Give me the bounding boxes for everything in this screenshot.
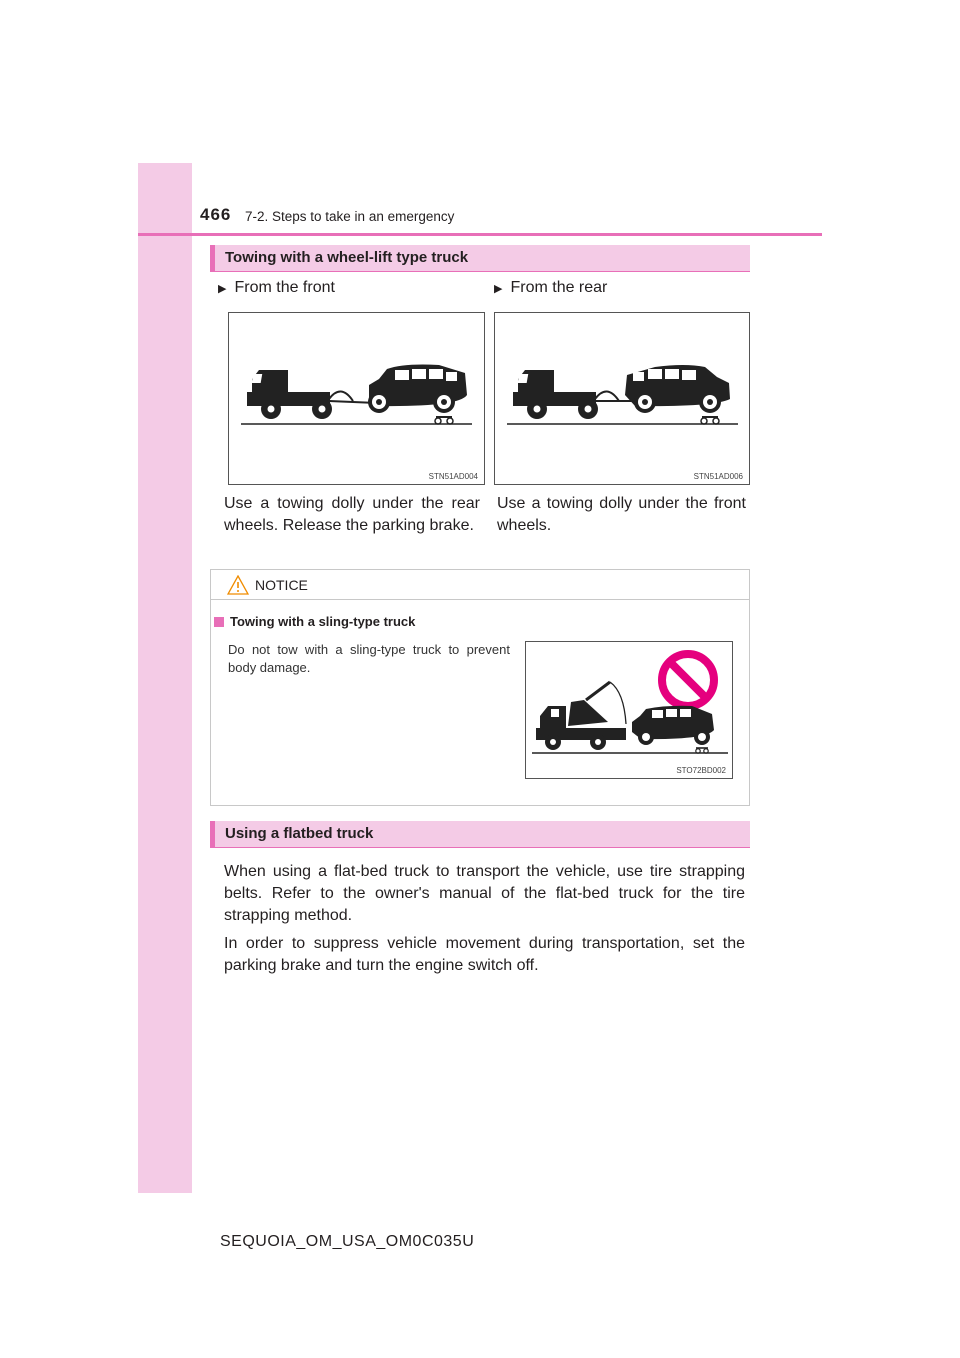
chapter-title: 7-2. Steps to take in an emergency [245, 209, 455, 224]
notice-title [214, 614, 415, 629]
caption-front [214, 279, 335, 297]
figure-tow-rear [494, 312, 750, 485]
text-rear-instructions: Use a towing dolly under the front wheels. [497, 495, 746, 534]
tow-truck-rear-illustration [495, 313, 749, 484]
figure-sling-truck [525, 641, 733, 779]
header-rule [138, 233, 822, 236]
bullet-triangle-icon: ▶ [218, 282, 227, 295]
notice-label: NOTICE [255, 577, 308, 593]
figure-code: STO72BD002 [676, 766, 726, 775]
text-front-instructions: Use a towing dolly under the rear wheels. Release the parking brake. [224, 495, 480, 534]
tow-truck-front-illustration [229, 313, 484, 484]
side-tab [138, 163, 192, 1193]
footer-doc-code: SEQUOIA_OM_USA_OM0C035U [220, 1233, 475, 1250]
section-heading-text: Using a flatbed truck [225, 825, 374, 842]
caption-rear [490, 279, 607, 297]
caption-front-text: From the front [234, 279, 335, 296]
caption-rear-text: From the rear [510, 279, 608, 296]
square-bullet-icon [214, 617, 224, 627]
figure-tow-front [228, 312, 485, 485]
notice-header [211, 570, 749, 600]
flatbed-paragraph-1: When using a flat-bed truck to transport the vehicle, use tire strapping belts. Refer to the owner's manual of the flat-bed truck for the tire strapping method. [224, 863, 745, 924]
warning-triangle-icon [227, 575, 249, 595]
notice-title-text: Towing with a sling-type truck [230, 614, 416, 629]
section-heading-wheel-lift [210, 245, 750, 272]
section-heading-text: Towing with a wheel-lift type truck [225, 249, 469, 266]
bullet-triangle-icon: ▶ [494, 282, 503, 295]
notice-text: Do not tow with a sling-type truck to prevent body damage. [228, 642, 510, 675]
section-heading-flatbed [210, 821, 750, 848]
figure-code: STN51AD006 [693, 472, 743, 481]
sling-truck-illustration [526, 642, 732, 778]
figure-code: STN51AD004 [428, 472, 478, 481]
notice-box [210, 569, 750, 806]
flatbed-paragraph-2: In order to suppress vehicle movement during transportation, set the parking brake and turn the engine switch off. [224, 935, 745, 974]
page-number: 466 [200, 205, 232, 224]
